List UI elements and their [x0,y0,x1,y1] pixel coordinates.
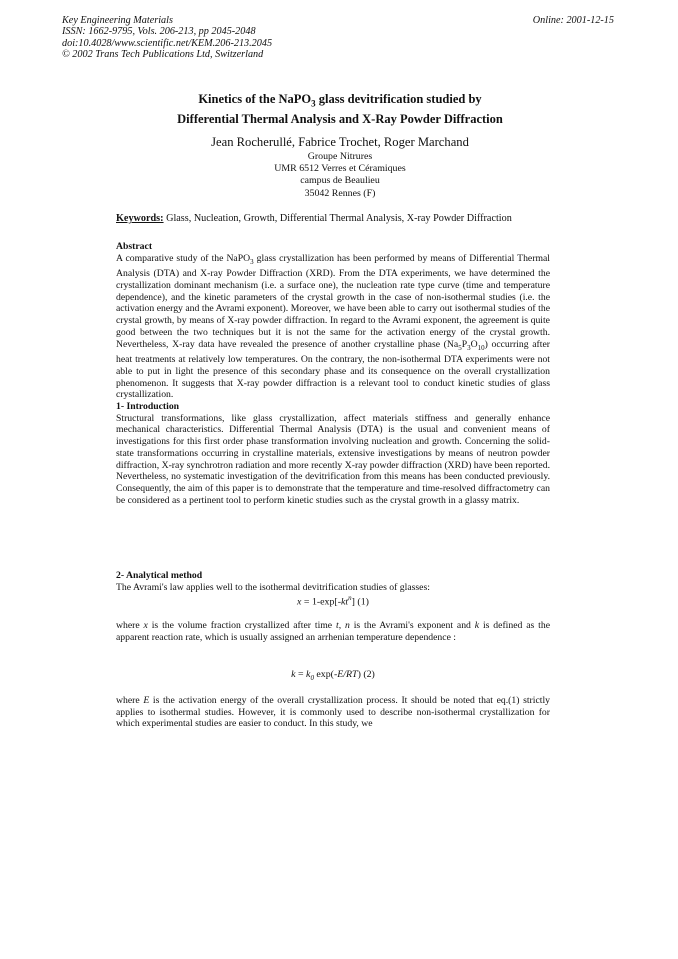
p2-part: where [116,620,144,631]
eq1-part: = 1-exp[- [301,596,342,608]
p2-part: is the volume fraction crystallized after time [147,620,336,631]
abstract-text-o: O [470,338,478,350]
p3-part: is the activation energy of the overall crystallization process. It should be noted that eq.(1) strictly applies to isothermal studies. However, it is commonly used to describe non-isothermal crystallization for which experimental studies are easier to conduct. In this study, we [116,695,550,730]
eq1-k: k [341,596,346,608]
authors: Jean Rocherullé, Fabrice Trochet, Roger Marchand [211,135,469,149]
eq1-n: n [348,594,352,602]
keywords-text: Glass, Nucleation, Growth, Differential Thermal Analysis, X-ray Powder Diffraction [163,213,512,224]
paper-title [110,92,570,128]
affiliation [110,151,570,200]
abstract-text-mid: glass crystallization has been performed by means of Differential Thermal Analysis (DTA) and X-ray Powder Diffraction (XRD). From the DTA experiments, we have determined the crystallization dominant mechanism (i.e. a surface one), the nucleation rate type curve (time and temperature dependence), and the kinetic parameters of the crystal growth in the case of non-isothermal studies (i.e. the activation energy and the Avrami exponent). Moreover, we have been able to carry out isothermal studies of the crystal growth, by means of X-ray powder diffraction. In regard to the Avrami exponent, the agreement is quite good between the two techniques but it is not the same for the activation energy of the crystal growth. Nevertheless, X-ray data have revealed the presence of another crystalline phase (Na [116,252,550,350]
keywords-label: Keywords: [116,213,164,224]
copyright-line: © 2002 Trans Tech Publications Ltd, Switzerland [62,49,264,61]
method-paragraph-3 [116,695,550,730]
abstract-text-pre: A comparative study of the NaPO [116,252,251,264]
header-citation [62,15,272,61]
method-heading: 2- Analytical method [116,570,203,581]
title-sub: 3 [311,98,316,109]
affiliation-line: campus de Beaulieu [300,175,380,187]
p2-var: k [474,620,480,631]
title-line1-post: glass devitrification studied by [315,92,482,106]
affiliation-line: Groupe Nitrures [307,151,373,162]
abstract-text-post: ) occurring after heat treatments at relatively low temperatures. On the contrary, the non-isothermal DTA experiments were not able to put in light the presence of this secondary phase and its consequence on the overall crystallization phenomenon. It suggests that X-ray powder diffraction is a relevant tool to conduct kinetic studies of glass crystallization. [116,338,550,401]
abstract-section [116,241,550,506]
p3-part: where [116,695,144,706]
eq2-part: exp(- [313,669,338,680]
method-text-1: The Avrami's law applies well to the isothermal devitrification studies of glasses: [116,581,430,593]
doi-line: doi:10.4028/www.scientific.net/KEM.206-213.2045 [62,37,273,49]
abstract-sub: 5 [458,343,462,352]
abstract-sub: 10 [477,343,485,352]
analytical-method-section [116,570,550,593]
eq1-x: x [297,596,302,608]
abstract-text-p: P [461,338,468,350]
affiliation-line: 35042 Rennes (F) [304,187,376,199]
online-date: Online: 2001-12-15 [532,15,614,26]
p2-var: n [345,620,350,631]
eq2-part: = [295,669,307,680]
eq2-sub: 0 [310,673,314,682]
title-line1-pre: Kinetics of the NaPO [198,92,312,106]
p3-var: E [143,695,150,706]
method-paragraph-2 [116,620,550,643]
keywords [116,213,512,224]
eq2-part: ) (2) [357,669,375,680]
introduction-text: Structural transformations, like glass crystallization, affect materials stiffness and generally enhance mechanical characteristics. Differential Thermal Analysis (DTA) is the usual and convenient means of investigations for this first order phase transformation involving nucleation and growth. Concerning the solid-state transformations occurring in crystalline materials, extensive investigations by means of neutron powder diffraction, X-ray synchrotron radiation and more recently X-ray powder diffraction (XRD) have been reported. Nevertheless, no systematic investigation of the devitrification from this means has been conducted previously. Consequently, the aim of this paper is to demonstrate that the temperature and time-resolved diffractometry can be considered as a pertinent tool to perform kinetic studies such as the crystal growth in a glassy matrix. [116,412,550,506]
abstract-text [116,253,550,401]
equation-1 [116,594,550,607]
title-line2: Differential Thermal Analysis and X-Ray Powder Diffraction [177,112,503,126]
equation-2 [116,669,550,682]
eq1-part: ] (1) [351,596,369,608]
p2-part: is defined as the apparent reaction rate, which is usually assigned an arrhenian temperature dependence : [116,620,551,643]
p2-part: is the Avrami's exponent and [349,620,475,631]
eq1-t: t [345,596,349,608]
abstract-heading: Abstract [116,241,153,252]
issn-line: ISSN: 1662-9795, Vols. 206-213, pp 2045-2048 [62,26,256,38]
introduction-heading: 1- Introduction [116,401,180,413]
affiliation-line: UMR 6512 Verres et Céramiques [274,163,406,175]
p2-var: x [143,620,148,631]
abstract-sub: 3 [250,257,254,266]
eq2-ert: E/RT [337,669,358,680]
abstract-sub: 3 [467,343,471,352]
p2-var: t [335,620,339,631]
p2-part: , [338,620,345,631]
eq2-k0: k [306,669,311,680]
journal-name: Key Engineering Materials [62,15,173,26]
eq2-k: k [291,669,296,680]
